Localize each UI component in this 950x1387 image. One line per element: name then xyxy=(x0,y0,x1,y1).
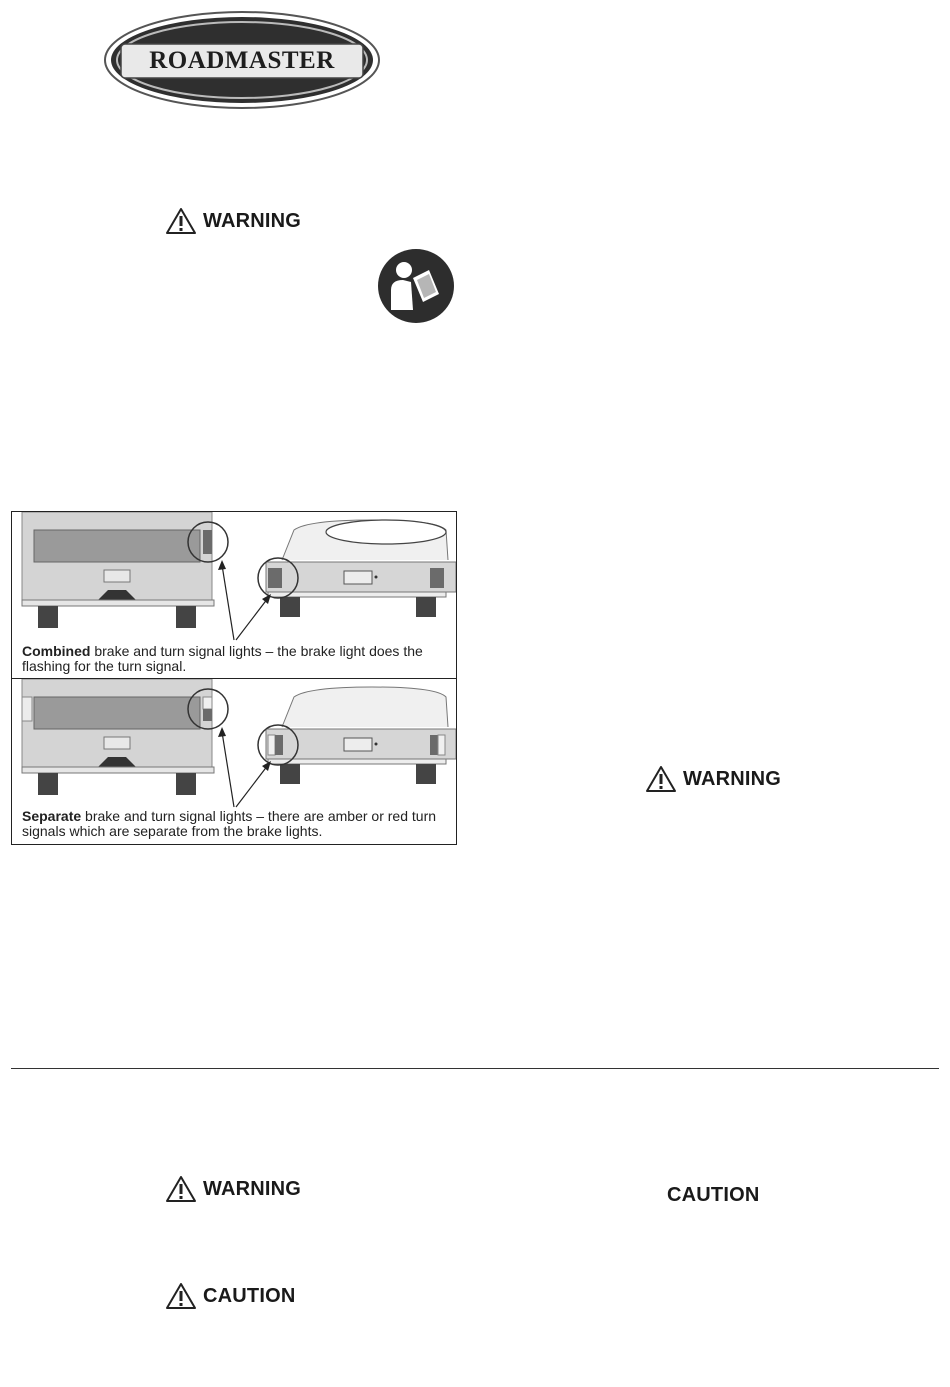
combined-caption-text: brake and turn signal lights – the brake light does the flashing for the turn signal. xyxy=(22,643,423,674)
read-manual-icon xyxy=(377,248,455,324)
warning-text-2: WARNING xyxy=(683,767,782,790)
warning-text-3: WARNING xyxy=(203,1177,302,1200)
brand-name: ROADMASTER xyxy=(149,47,335,74)
warning-text-1: WARNING xyxy=(203,209,302,232)
car-label-oval xyxy=(326,520,446,544)
caution-text-2: CAUTION xyxy=(203,1284,296,1307)
warning-triangle-icon xyxy=(165,207,197,235)
roadmaster-logo xyxy=(103,10,381,110)
separate-caption-bold: Separate xyxy=(22,808,82,824)
caution-text-1: CAUTION xyxy=(667,1184,760,1206)
combined-lights-panel xyxy=(12,512,456,679)
separate-caption xyxy=(22,809,452,839)
warning-label-1 xyxy=(165,207,301,235)
warning-triangle-icon xyxy=(645,765,677,793)
combined-caption-bold: Combined xyxy=(22,643,91,659)
separate-caption-text: brake and turn signal lights – there are amber or red turn signals which are separate from the brake lights. xyxy=(22,808,437,839)
warning-label-2 xyxy=(645,765,781,793)
separate-lights-panel xyxy=(12,679,456,845)
warning-triangle-icon xyxy=(165,1282,197,1310)
caution-label-2 xyxy=(165,1282,296,1310)
section-divider xyxy=(11,1068,939,1069)
brake-light-figure xyxy=(11,511,457,845)
combined-caption xyxy=(22,644,452,674)
warning-triangle-icon xyxy=(165,1175,197,1203)
caution-label-1 xyxy=(667,1184,760,1207)
warning-label-3 xyxy=(165,1175,301,1203)
